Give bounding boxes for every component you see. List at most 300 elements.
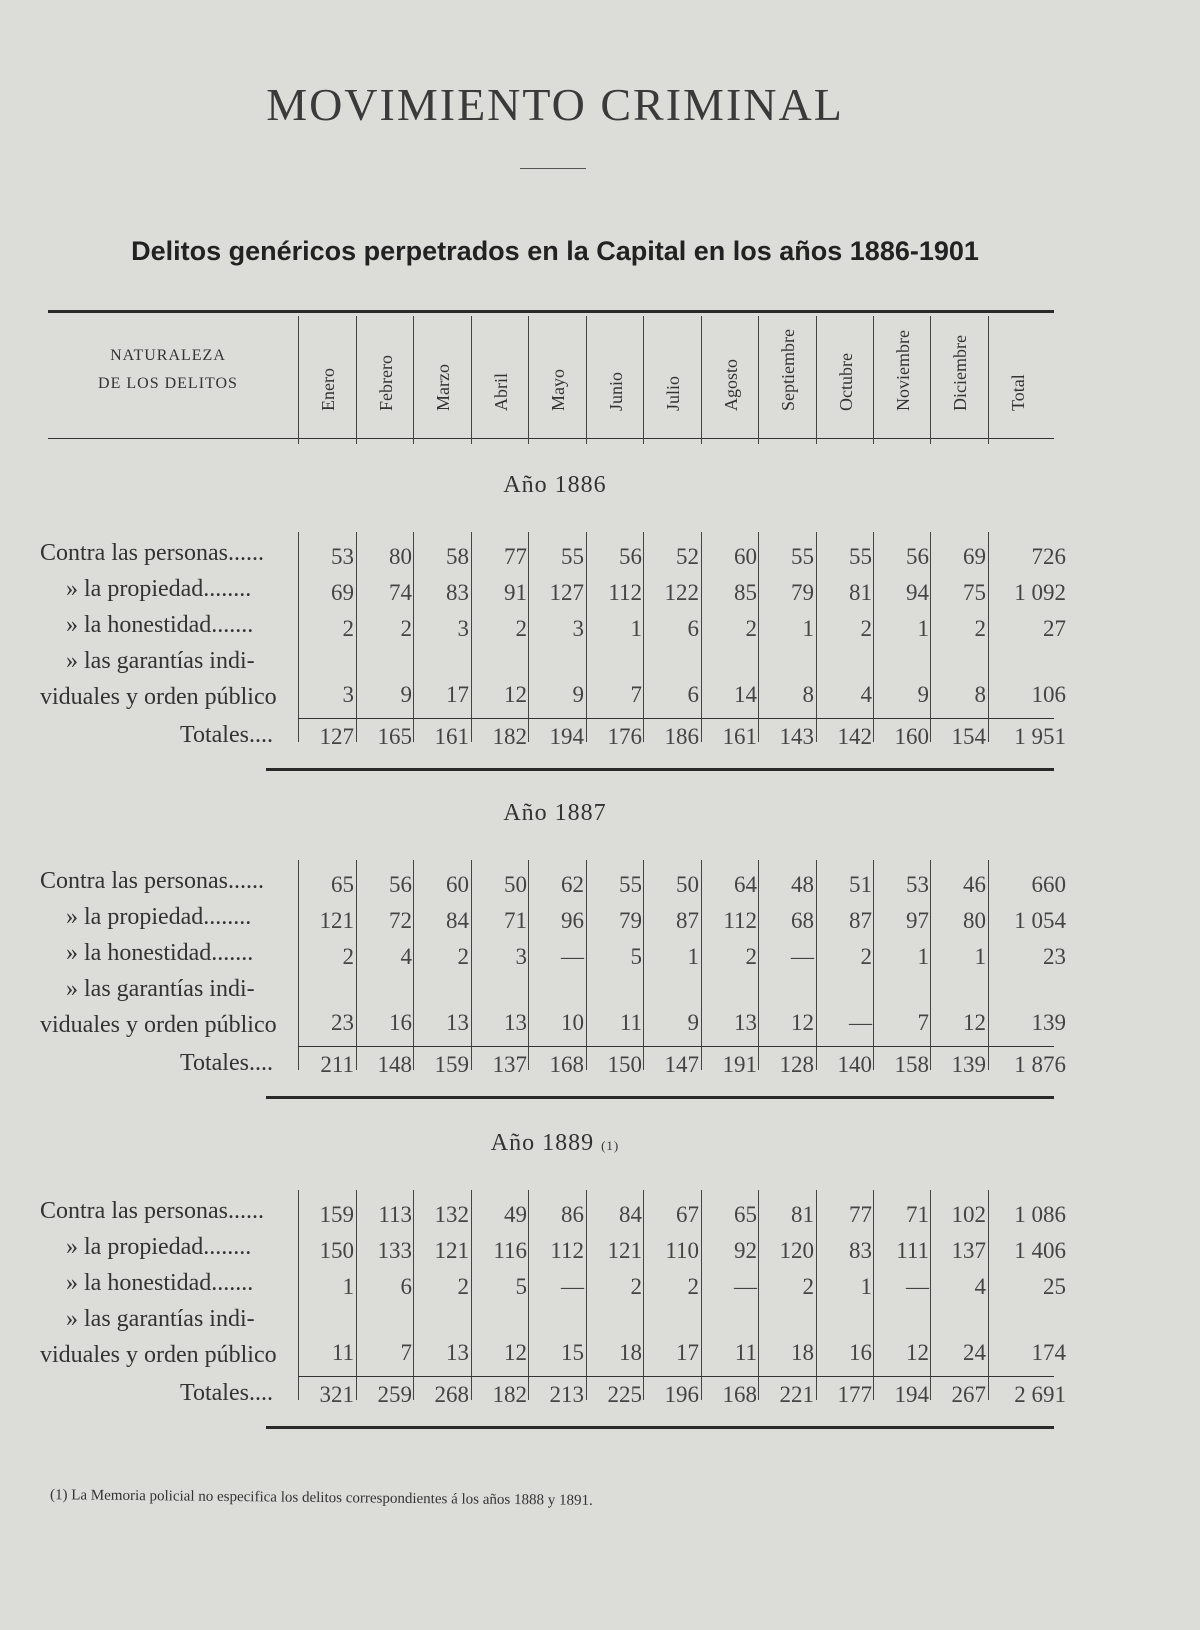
row-label-personas: Contra las personas......: [40, 868, 264, 894]
row-label-totales: Totales....: [180, 1050, 273, 1076]
header-column-divider: [471, 316, 472, 444]
month-header-mayo: [530, 322, 588, 432]
row-total-cell: 174: [1031, 1340, 1066, 1365]
table-cell: 150: [607, 1052, 642, 1077]
month-header-enero: [300, 322, 358, 432]
table-cell: 69: [963, 544, 986, 569]
table-cell: 159: [434, 1052, 469, 1077]
table-cell: 55: [561, 544, 584, 569]
table-cell: 4: [860, 682, 872, 707]
table-cell: 50: [676, 872, 699, 897]
column-divider: [988, 532, 989, 742]
table-cell: 168: [549, 1052, 584, 1077]
column-divider: [701, 860, 702, 1070]
table-cell: 137: [951, 1238, 986, 1263]
table-cell: 72: [389, 908, 412, 933]
table-cell: 139: [951, 1052, 986, 1077]
table-cell: 1: [917, 616, 929, 641]
month-header-junio: [588, 322, 646, 432]
year-note: (1): [601, 1138, 620, 1153]
column-divider: [528, 860, 529, 1070]
month-header-label: Septiembre: [778, 329, 798, 411]
table-cell: 67: [676, 1202, 699, 1227]
month-header-noviembre: [875, 322, 933, 432]
table-cell: 133: [377, 1238, 412, 1263]
table-cell: 121: [319, 908, 354, 933]
column-divider: [873, 860, 874, 1070]
table-cell: 17: [446, 682, 469, 707]
table-cell: 6: [687, 616, 699, 641]
table-cell: 186: [664, 724, 699, 749]
table-cell: 15: [561, 1340, 584, 1365]
column-divider: [816, 532, 817, 742]
column-divider: [930, 860, 931, 1070]
column-divider: [298, 1190, 299, 1400]
row-label-propiedad: » la propiedad........: [66, 576, 252, 602]
year-title-0: [0, 472, 1110, 499]
table-cell: 2: [342, 616, 354, 641]
column-divider: [356, 860, 357, 1070]
table-cell: 87: [676, 908, 699, 933]
table-cell: 2: [515, 616, 527, 641]
row-label-personas: Contra las personas......: [40, 540, 264, 566]
table-cell: 55: [849, 544, 872, 569]
column-divider: [356, 1190, 357, 1400]
table-cell: 3: [515, 944, 527, 969]
table-cell: 18: [791, 1340, 814, 1365]
table-cell: 5: [515, 1274, 527, 1299]
row-total-cell: 1 951: [1014, 724, 1066, 749]
row-label-garantias2: viduales y orden público: [40, 684, 277, 710]
table-cell: 2: [745, 944, 757, 969]
table-cell: 182: [492, 1382, 527, 1407]
header-nature: [48, 342, 288, 398]
year-label: Año 1886: [503, 472, 607, 498]
table-cell: 56: [906, 544, 929, 569]
table-cell: 81: [849, 580, 872, 605]
table-cell: 81: [791, 1202, 814, 1227]
table-cell: 4: [974, 1274, 986, 1299]
header-bottom-rule: [48, 438, 1054, 439]
table-cell: 12: [504, 682, 527, 707]
table-cell: 102: [951, 1202, 986, 1227]
column-divider: [988, 1190, 989, 1400]
table-cell: 112: [723, 908, 757, 933]
table-cell: 58: [446, 544, 469, 569]
table-cell: 2: [630, 1274, 642, 1299]
table-cell: 80: [963, 908, 986, 933]
table-cell: 143: [779, 724, 814, 749]
column-divider: [701, 532, 702, 742]
table-cell: 13: [734, 1010, 757, 1035]
table-cell: 3: [572, 616, 584, 641]
table-cell: 13: [446, 1010, 469, 1035]
section-bottom-rule: [266, 1096, 1054, 1099]
table-cell: 2: [860, 616, 872, 641]
header-column-divider: [528, 316, 529, 444]
table-cell: 11: [331, 1340, 354, 1365]
table-cell: 182: [492, 724, 527, 749]
column-divider: [528, 532, 529, 742]
row-label-garantias2: viduales y orden público: [40, 1342, 277, 1368]
month-header-febrero: [358, 322, 416, 432]
table-cell: 2: [457, 944, 469, 969]
table-cell: 79: [619, 908, 642, 933]
table-cell: 122: [664, 580, 699, 605]
footnote: (1) La Memoria policial no especifica los delitos correspondientes á los años 1888 y 1891.: [49, 1487, 593, 1509]
table-cell: 83: [446, 580, 469, 605]
table-cell: 64: [734, 872, 757, 897]
header-column-divider: [816, 316, 817, 444]
table-cell: 3: [342, 682, 354, 707]
table-cell: 128: [779, 1052, 814, 1077]
column-divider: [930, 1190, 931, 1400]
table-cell: 1: [860, 1274, 872, 1299]
table-cell: 159: [319, 1202, 354, 1227]
column-divider: [816, 860, 817, 1070]
column-divider: [413, 860, 414, 1070]
table-cell: —: [734, 1274, 757, 1299]
table-cell: 7: [917, 1010, 929, 1035]
table-cell: 148: [377, 1052, 412, 1077]
table-cell: 9: [400, 682, 412, 707]
table-cell: 10: [561, 1010, 584, 1035]
month-header-label: Agosto: [721, 358, 741, 411]
row-label-garantias1: » las garantías indi-: [66, 1306, 255, 1332]
table-cell: 4: [400, 944, 412, 969]
column-divider: [701, 1190, 702, 1400]
table-cell: 112: [550, 1238, 584, 1263]
table-cell: 121: [607, 1238, 642, 1263]
table-cell: 127: [319, 724, 354, 749]
table-cell: 97: [906, 908, 929, 933]
header-column-divider: [356, 316, 357, 444]
table-cell: 5: [630, 944, 642, 969]
row-total-cell: 1 876: [1014, 1052, 1066, 1077]
table-cell: 154: [951, 724, 986, 749]
header-column-divider: [873, 316, 874, 444]
table-cell: 158: [894, 1052, 929, 1077]
row-total-cell: 23: [1043, 944, 1066, 969]
table-cell: 2: [860, 944, 872, 969]
table-cell: 2: [342, 944, 354, 969]
header-column-divider: [758, 316, 759, 444]
table-cell: 196: [664, 1382, 699, 1407]
table-cell: 127: [549, 580, 584, 605]
table-cell: 112: [608, 580, 642, 605]
column-divider: [643, 532, 644, 742]
table-cell: 71: [504, 908, 527, 933]
row-total-cell: 1 406: [1014, 1238, 1066, 1263]
column-divider: [816, 1190, 817, 1400]
row-label-totales: Totales....: [180, 1380, 273, 1406]
table-cell: 121: [434, 1238, 469, 1263]
header-column-divider: [930, 316, 931, 444]
table-cell: 65: [331, 872, 354, 897]
table-cell: 86: [561, 1202, 584, 1227]
table-cell: 225: [607, 1382, 642, 1407]
table-cell: 52: [676, 544, 699, 569]
row-label-garantias2: viduales y orden público: [40, 1012, 277, 1038]
table-cell: 259: [377, 1382, 412, 1407]
table-cell: 94: [906, 580, 929, 605]
page-title: MOVIMIENTO CRIMINAL: [266, 79, 844, 130]
table-cell: 49: [504, 1202, 527, 1227]
table-cell: 3: [457, 616, 469, 641]
row-total-cell: 25: [1043, 1274, 1066, 1299]
row-total-cell: 1 086: [1014, 1202, 1066, 1227]
table-cell: 62: [561, 872, 584, 897]
total-header-label: Total: [1008, 374, 1028, 411]
month-header-julio: [645, 322, 703, 432]
header-column-divider: [701, 316, 702, 444]
table-cell: 116: [493, 1238, 527, 1263]
table-cell: 150: [319, 1238, 354, 1263]
table-cell: 267: [951, 1382, 986, 1407]
table-cell: 8: [974, 682, 986, 707]
table-cell: —: [906, 1274, 929, 1299]
table-cell: 12: [906, 1340, 929, 1365]
column-divider: [298, 860, 299, 1070]
table-cell: 14: [734, 682, 757, 707]
table-cell: 13: [504, 1010, 527, 1035]
table-cell: 2: [400, 616, 412, 641]
table-cell: 120: [779, 1238, 814, 1263]
table-cell: 176: [607, 724, 642, 749]
table-cell: 77: [849, 1202, 872, 1227]
table-cell: 65: [734, 1202, 757, 1227]
table-cell: 191: [722, 1052, 757, 1077]
month-header-diciembre: [932, 322, 990, 432]
row-total-cell: 1 054: [1014, 908, 1066, 933]
month-header-marzo: [415, 322, 473, 432]
table-cell: 221: [779, 1382, 814, 1407]
row-total-cell: 726: [1031, 544, 1066, 569]
table-cell: 1: [802, 616, 814, 641]
column-divider: [471, 1190, 472, 1400]
year-label: Año 1889: [490, 1130, 595, 1156]
month-header-label: Octubre: [836, 353, 856, 411]
table-cell: 7: [400, 1340, 412, 1365]
table-cell: 24: [963, 1340, 986, 1365]
header-nature-line2: DE LOS DELITOS: [98, 375, 238, 392]
table-cell: 142: [837, 724, 872, 749]
table-cell: 11: [619, 1010, 642, 1035]
column-divider: [356, 532, 357, 742]
header-column-divider: [298, 316, 299, 444]
column-divider: [758, 532, 759, 742]
totals-rule: [298, 718, 1054, 719]
table-cell: 84: [619, 1202, 642, 1227]
table-cell: 2: [802, 1274, 814, 1299]
header-top-rule: [48, 310, 1054, 313]
row-label-propiedad: » la propiedad........: [66, 1234, 252, 1260]
table-cell: 1: [687, 944, 699, 969]
table-cell: 161: [722, 724, 757, 749]
table-cell: 140: [837, 1052, 872, 1077]
table-cell: 9: [687, 1010, 699, 1035]
table-cell: 7: [630, 682, 642, 707]
table-cell: 92: [734, 1238, 757, 1263]
table-cell: 213: [549, 1382, 584, 1407]
month-header-septiembre: [760, 322, 818, 432]
table-cell: 55: [619, 872, 642, 897]
table-cell: 83: [849, 1238, 872, 1263]
section-bottom-rule: [266, 768, 1054, 771]
table-cell: 12: [504, 1340, 527, 1365]
table-cell: 69: [331, 580, 354, 605]
table-cell: 46: [963, 872, 986, 897]
month-header-label: Febrero: [376, 355, 396, 411]
table-cell: 111: [896, 1238, 929, 1263]
column-divider: [586, 532, 587, 742]
table-cell: —: [561, 944, 584, 969]
row-label-honestidad: » la honestidad.......: [66, 1270, 254, 1296]
header-column-divider: [643, 316, 644, 444]
month-header-label: Diciembre: [950, 335, 970, 411]
table-cell: 96: [561, 908, 584, 933]
row-label-garantias1: » las garantías indi-: [66, 976, 255, 1002]
table-subtitle: Delitos genéricos perpetrados en la Capital en los años 1886-1901: [131, 236, 979, 266]
row-total-cell: 106: [1031, 682, 1066, 707]
column-divider: [298, 532, 299, 742]
year-title-2: [0, 1130, 1110, 1157]
table-cell: 50: [504, 872, 527, 897]
table-cell: 17: [676, 1340, 699, 1365]
table-cell: 9: [572, 682, 584, 707]
table-cell: 53: [331, 544, 354, 569]
table-cell: 2: [974, 616, 986, 641]
totals-rule: [298, 1376, 1054, 1377]
column-divider: [643, 1190, 644, 1400]
column-divider: [873, 1190, 874, 1400]
table-cell: 12: [791, 1010, 814, 1035]
table-cell: 12: [963, 1010, 986, 1035]
totals-rule: [298, 1046, 1054, 1047]
table-cell: 160: [894, 724, 929, 749]
row-label-personas: Contra las personas......: [40, 1198, 264, 1224]
table-cell: 132: [434, 1202, 469, 1227]
table-cell: 16: [389, 1010, 412, 1035]
row-label-garantias1: » las garantías indi-: [66, 648, 255, 674]
column-divider: [873, 532, 874, 742]
table-cell: 51: [849, 872, 872, 897]
row-total-cell: 1 092: [1014, 580, 1066, 605]
table-cell: 1: [974, 944, 986, 969]
table-cell: 74: [389, 580, 412, 605]
month-header-label: Junio: [606, 371, 626, 411]
table-cell: 85: [734, 580, 757, 605]
table-cell: 77: [504, 544, 527, 569]
table-cell: 161: [434, 724, 469, 749]
table-cell: 13: [446, 1340, 469, 1365]
column-divider: [586, 860, 587, 1070]
month-header-agosto: [703, 322, 761, 432]
row-label-propiedad: » la propiedad........: [66, 904, 252, 930]
column-divider: [413, 532, 414, 742]
table-cell: 211: [320, 1052, 354, 1077]
table-cell: 48: [791, 872, 814, 897]
row-label-honestidad: » la honestidad.......: [66, 612, 254, 638]
column-divider: [930, 532, 931, 742]
table-cell: 177: [837, 1382, 872, 1407]
column-divider: [471, 532, 472, 742]
table-cell: 2: [687, 1274, 699, 1299]
column-divider: [758, 860, 759, 1070]
year-label: Año 1887: [503, 800, 607, 826]
column-divider: [758, 1190, 759, 1400]
table-cell: 53: [906, 872, 929, 897]
header-column-divider: [586, 316, 587, 444]
table-cell: 18: [619, 1340, 642, 1365]
table-cell: 194: [549, 724, 584, 749]
table-cell: 91: [504, 580, 527, 605]
table-cell: 60: [446, 872, 469, 897]
header-column-divider: [413, 316, 414, 444]
column-divider: [528, 1190, 529, 1400]
header-column-divider: [988, 316, 989, 444]
row-total-cell: 2 691: [1014, 1382, 1066, 1407]
month-header-label: Abril: [491, 373, 511, 411]
table-cell: —: [791, 944, 814, 969]
table-cell: 80: [389, 544, 412, 569]
column-divider: [643, 860, 644, 1070]
table-cell: 8: [802, 682, 814, 707]
row-total-cell: 139: [1031, 1010, 1066, 1035]
row-total-cell: 660: [1031, 872, 1066, 897]
month-header-octubre: [818, 322, 876, 432]
header-nature-line1: NATURALEZA: [110, 347, 226, 364]
column-divider: [586, 1190, 587, 1400]
month-header-label: Mayo: [548, 369, 568, 411]
title-rule: [520, 168, 586, 169]
row-label-honestidad: » la honestidad.......: [66, 940, 254, 966]
table-cell: 1: [630, 616, 642, 641]
table-cell: 23: [331, 1010, 354, 1035]
total-header: [990, 322, 1048, 432]
table-cell: 56: [619, 544, 642, 569]
table-cell: 168: [722, 1382, 757, 1407]
table-cell: 165: [377, 724, 412, 749]
table-cell: 56: [389, 872, 412, 897]
year-title-1: [0, 800, 1110, 827]
table-cell: 2: [457, 1274, 469, 1299]
table-cell: 194: [894, 1382, 929, 1407]
table-cell: 147: [664, 1052, 699, 1077]
section-bottom-rule: [266, 1426, 1054, 1429]
column-divider: [988, 860, 989, 1070]
month-header-label: Noviembre: [893, 330, 913, 411]
table-cell: 321: [319, 1382, 354, 1407]
table-cell: 75: [963, 580, 986, 605]
table-cell: 6: [400, 1274, 412, 1299]
table-cell: 87: [849, 908, 872, 933]
table-cell: 60: [734, 544, 757, 569]
table-cell: 110: [665, 1238, 699, 1263]
table-cell: 16: [849, 1340, 872, 1365]
table-cell: 268: [434, 1382, 469, 1407]
table-cell: —: [849, 1010, 872, 1035]
table-cell: 6: [687, 682, 699, 707]
table-cell: 2: [745, 616, 757, 641]
table-cell: 68: [791, 908, 814, 933]
row-label-totales: Totales....: [180, 722, 273, 748]
table-cell: 79: [791, 580, 814, 605]
table-cell: 84: [446, 908, 469, 933]
table-cell: 9: [917, 682, 929, 707]
column-divider: [413, 1190, 414, 1400]
row-total-cell: 27: [1043, 616, 1066, 641]
